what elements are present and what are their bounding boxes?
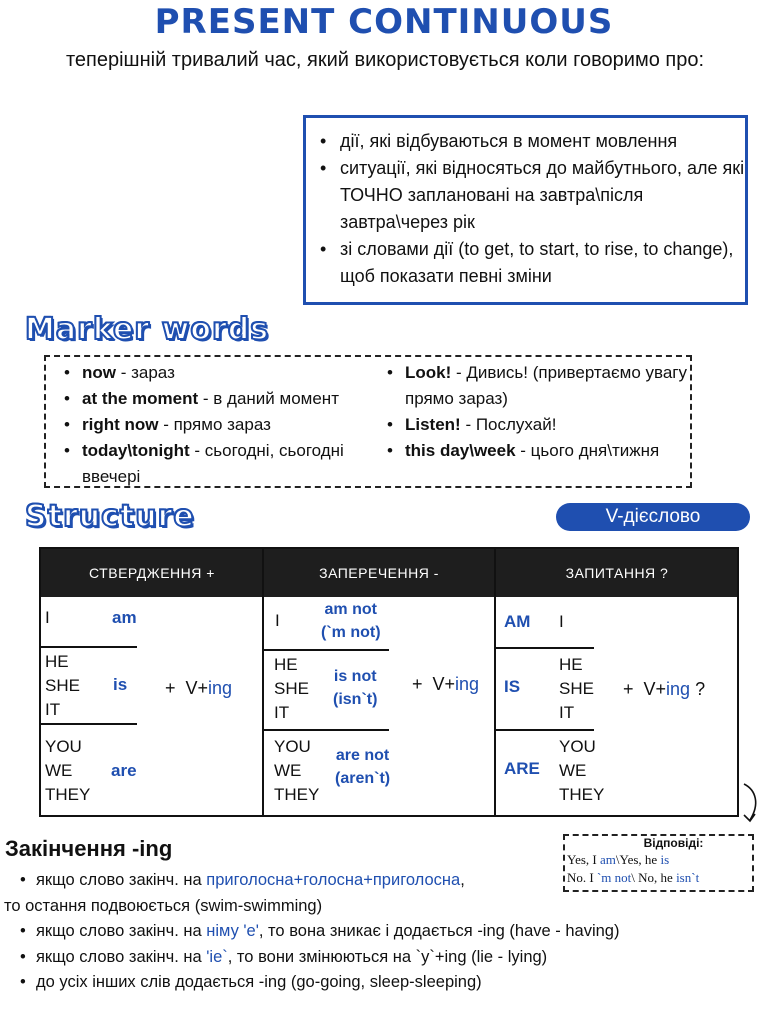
pronoun-group-you-we-they: YOU WE THEY [559,737,605,804]
curved-arrow-icon [738,782,768,826]
column-divider [494,549,496,815]
usage-item: • дії, які відбуваються в момент мовлення [316,128,745,155]
marker-item: • today\tonight - сьогодні, сьогодні ввечері [60,438,390,490]
structure-heading: Structure [25,499,195,534]
header-negative: ЗАПЕРЕЧЕННЯ - [319,565,439,581]
usage-box [303,115,748,305]
column-divider [262,549,264,815]
marker-item: • right now - прямо зараз [60,412,390,438]
row-divider [263,649,389,651]
verb-legend-badge: V-дієслово [556,503,750,531]
usage-item: • зі словами дії (to get, to start, to rise, to change), щоб показати певні зміни [316,236,745,290]
marker-list-left [60,360,390,490]
pronoun-i: I [559,612,564,631]
row-divider [496,647,594,649]
marker-item: • Look! - Дивись! (привертаємо увагу прямо зараз) [383,360,688,412]
aux-am: am [112,608,137,627]
ending-rule-continuation: то остання подвоюється (swim-swimming) [4,896,323,915]
ending-rules-list [0,868,760,996]
header-question: ЗАПИТАННЯ ? [565,565,669,581]
ending-rule: • до усіх інших слів додається -ing (go-going, sleep-sleeping) [0,970,760,996]
row-divider [263,729,389,731]
page-subtitle: теперішній тривалий час, який використовується коли говоримо про: [65,49,705,71]
marker-item: • now - зараз [60,360,390,386]
marker-words-heading: Marker words [25,312,270,347]
formula-negative: + V+ing [412,674,480,694]
ending-rule: • якщо слово закінч. на 'ie`, то вони змінюються на `y`+ing (lie - lying) [0,945,760,971]
ending-heading: Закінчення -ing [5,836,173,861]
formula-question: + V+ing ? [623,679,706,699]
aux-am-not: am not (`m not) [321,601,381,641]
pronoun-i: I [275,611,280,630]
marker-list-right [383,360,688,464]
aux-are: are [111,761,137,780]
page-title: PRESENT CONTINUOUS [154,2,614,42]
formula-affirmative: + V+ing [165,678,233,698]
answer-no: No. I `m not\ No, he isn`t [567,870,700,885]
structure-table [39,547,739,817]
row-divider [41,646,137,648]
aux-are-question: ARE [504,759,540,778]
row-divider [41,723,137,725]
answer-yes: Yes, I am\Yes, he is [567,852,670,867]
pronoun-group-you-we-they: YOU WE THEY [45,737,91,804]
marker-item: • at the moment - в даний момент [60,386,390,412]
pronoun-group-he-she-it: HE SHE IT [274,655,309,722]
ending-rule: • якщо слово закінч. на німу 'e', то вона зникає і додається -ing (have - having) [0,919,760,945]
marker-words-box [44,355,692,488]
pronoun-i: I [45,608,50,627]
pronoun-group-you-we-they: YOU WE THEY [274,737,320,804]
aux-is: is [113,675,128,694]
aux-is-not: is not (isn`t) [333,668,378,708]
ending-rule: • якщо слово закінч. на приголосна+голосна+приголосна, [0,868,760,894]
aux-is-question: IS [504,677,521,696]
marker-item: • this day\week - цього дня\тижня [383,438,688,464]
pronoun-group-he-she-it: HE SHE IT [559,655,594,722]
marker-item: • Listen! - Послухай! [383,412,688,438]
answers-title: Відповіді: [643,836,704,850]
header-affirmative: СТВЕРДЖЕННЯ + [89,565,215,581]
aux-am-question: AM [504,612,531,631]
table-header [41,549,737,597]
aux-are-not: are not (aren`t) [335,747,391,787]
row-divider [496,729,594,731]
pronoun-group-he-she-it: HE SHE IT [45,652,80,719]
usage-item: • ситуації, які відносяться до майбутнього, але які ТОЧНО заплановані на завтра\після завтра\через рік [316,155,745,236]
